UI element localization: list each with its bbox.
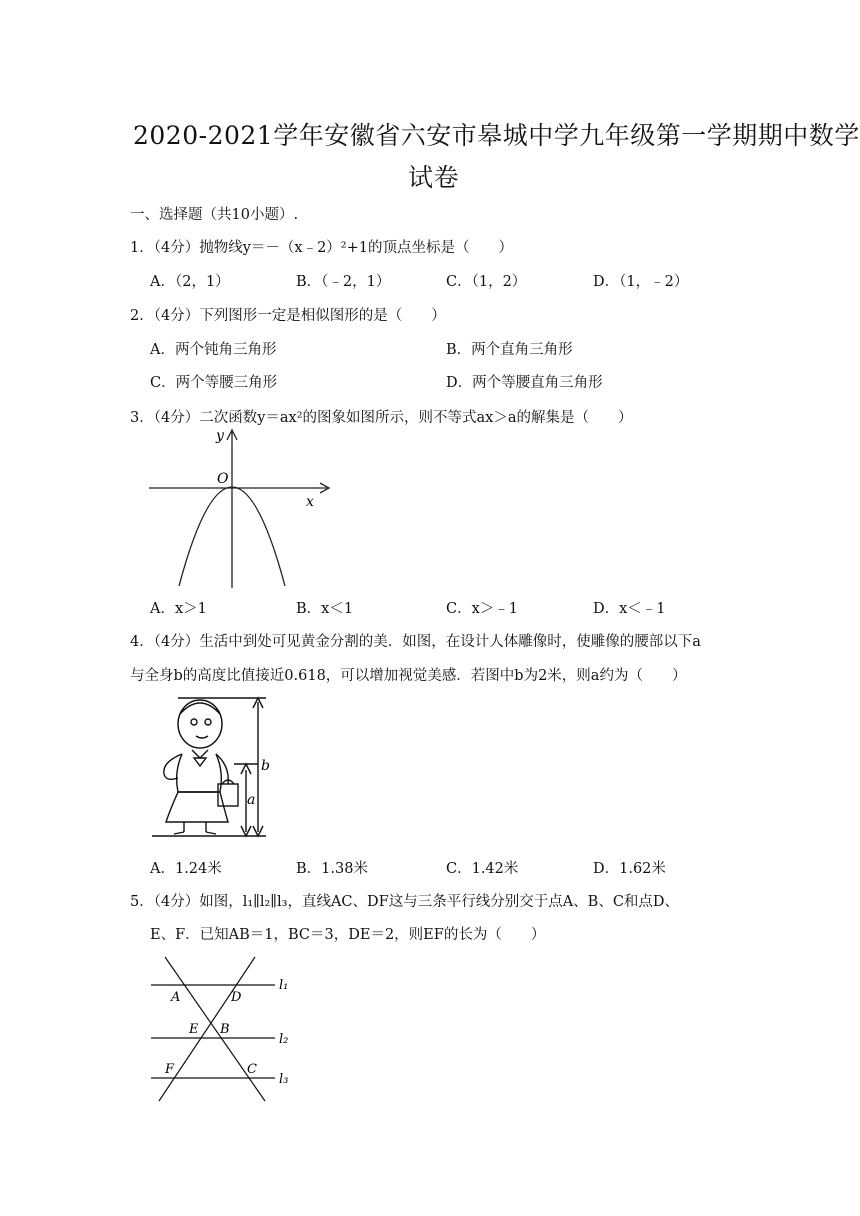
origin-label: O (217, 471, 229, 487)
line-l2-label: l₂ (279, 1032, 289, 1047)
label-b: b (261, 758, 270, 774)
q4-option-d: D．1.62米 (593, 861, 666, 877)
label-a: a (247, 792, 256, 808)
point-a-label: A (171, 990, 181, 1005)
point-f-label: F (165, 1062, 175, 1077)
page-title: 2020-2021学年安徽省六安市皋城中学九年级第一学期期中数学 (133, 121, 860, 150)
q1-option-c: C．（1，2） (446, 274, 527, 290)
x-axis-label: x (306, 494, 314, 510)
q4-option-a: A．1.24米 (150, 861, 222, 877)
question-5-stem-line1: 5．（4分）如图，l₁∥l₂∥l₃，直线AC、DF这与三条平行线分别交于点A、B、C和点D、 (130, 894, 680, 910)
q2-option-c: C．两个等腰三角形 (150, 375, 278, 391)
question-4-stem-line2: 与全身b的高度比值接近0.618，可以增加视觉美感．若图中b为2米，则a约为（ ） (130, 668, 687, 684)
line-l1-label: l₁ (279, 978, 289, 993)
point-b-label: B (220, 1022, 230, 1037)
question-2-stem: 2．（4分）下列图形一定是相似图形的是（ ） (130, 308, 446, 324)
parabola-figure (145, 428, 345, 598)
q3-option-d: D．x＜﹣1 (593, 601, 666, 617)
point-c-label: C (247, 1062, 257, 1077)
q3-option-c: C．x＞﹣1 (446, 601, 518, 617)
statue-figure (148, 692, 288, 842)
q3-option-b: B．x＜1 (296, 601, 354, 617)
q1-option-a: A．（2，1） (150, 274, 230, 290)
q2-option-b: B．两个直角三角形 (446, 342, 573, 358)
point-e-label: E (189, 1022, 199, 1037)
section-heading: 一、选择题（共10小题）. (130, 207, 299, 223)
question-5-stem-line2: E、F．已知AB＝1，BC＝3，DE＝2，则EF的长为（ ） (150, 927, 546, 943)
q4-option-c: C．1.42米 (446, 861, 519, 877)
page-title-line2: 试卷 (408, 163, 460, 192)
question-1-stem: 1．（4分）抛物线y＝－（x﹣2）²+1的顶点坐标是（ ） (130, 240, 513, 256)
q3-option-a: A．x＞1 (150, 601, 207, 617)
line-l3-label: l₃ (279, 1072, 289, 1087)
point-d-label: D (231, 990, 242, 1005)
y-axis-label: y (216, 428, 224, 444)
question-4-stem-line1: 4．（4分）生活中到处可见黄金分割的美．如图，在设计人体雕像时，使雕像的腰部以下a (130, 634, 701, 650)
q4-option-b: B．1.38米 (296, 861, 368, 877)
q2-option-a: A．两个钝角三角形 (150, 342, 277, 358)
q2-option-d: D．两个等腰直角三角形 (446, 375, 603, 391)
q1-option-b: B．（﹣2，1） (296, 274, 391, 290)
parallel-lines-figure (145, 955, 305, 1105)
q1-option-d: D．（1，﹣2） (593, 274, 689, 290)
question-3-stem: 3．（4分）二次函数y＝ax²的图象如图所示，则不等式ax＞a的解集是（ ） (130, 410, 633, 426)
